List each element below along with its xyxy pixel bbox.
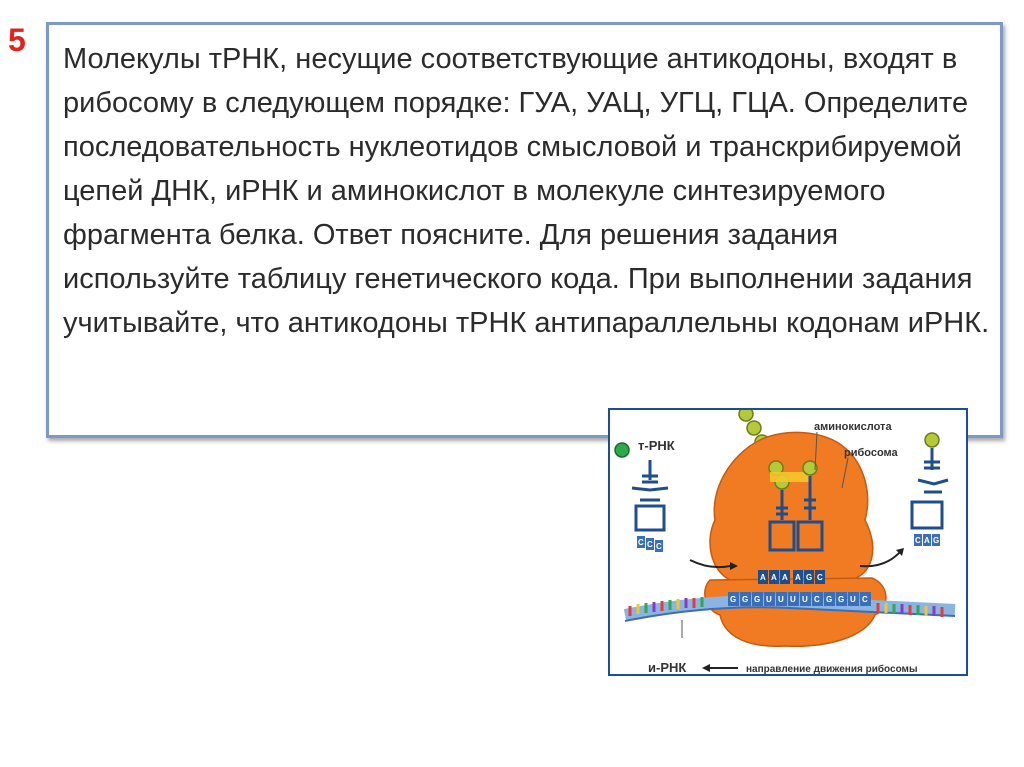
codon-letter: U [790, 595, 796, 604]
ribosome-figure [608, 408, 968, 676]
anticodon-letter: A [771, 573, 777, 582]
label-mrna: и-РНК [648, 660, 687, 675]
codon-letter: C [862, 595, 868, 604]
anticodon-letter: C [915, 536, 921, 545]
codon-letter: U [802, 595, 808, 604]
codon-letter: G [826, 595, 833, 604]
label-direction: направление движения рибосомы [746, 664, 918, 675]
left-trna [615, 443, 668, 552]
codon-letter: C [814, 595, 820, 604]
task-box [46, 22, 1003, 438]
right-trna [912, 433, 948, 546]
anticodon-letter: C [638, 538, 644, 547]
codon-letter: G [838, 595, 845, 604]
anticodon-letter: A [924, 536, 930, 545]
anticodon-letter: A [782, 573, 788, 582]
anticodon-letter: G [933, 536, 940, 545]
anticodon-letter: C [817, 573, 823, 582]
anticodon-letter: A [795, 573, 801, 582]
task-number: 5 [8, 22, 26, 58]
ribosome-diagram [610, 410, 968, 676]
codon-letter: U [850, 595, 856, 604]
codon-letter: U [778, 595, 784, 604]
anticodon-letter: G [806, 573, 813, 582]
codon-letter: G [754, 595, 761, 604]
codon-letter: G [730, 595, 737, 604]
codon-letter: G [742, 595, 749, 604]
anticodon-letter: A [760, 573, 766, 582]
arrow-left-icon [702, 664, 710, 672]
label-amino-acid: аминокислота [814, 421, 892, 433]
label-ribosome: рибосома [844, 447, 898, 459]
anticodon-letter: C [656, 542, 662, 551]
label-trna: т-РНК [638, 438, 675, 453]
anticodon-letter: C [647, 540, 653, 549]
codon-letter: U [766, 595, 772, 604]
task-text: Молекулы тРНК, несущие соответствующие антикодоны, входят в рибосому в следующем порядке: ГУА, УАЦ, УГЦ, ГЦА. Определите последовательность нуклеотидов смысловой и транскрибируемой цепей ДНК, иРНК и аминокислот в молекуле синтезируемого фрагмента белка. Ответ поясните. Для решения задания используйте таблицу генетического кода. При выполнении задания учитывайте, что антикодоны тРНК антипараллельны кодонам иРНК. [63, 43, 990, 339]
